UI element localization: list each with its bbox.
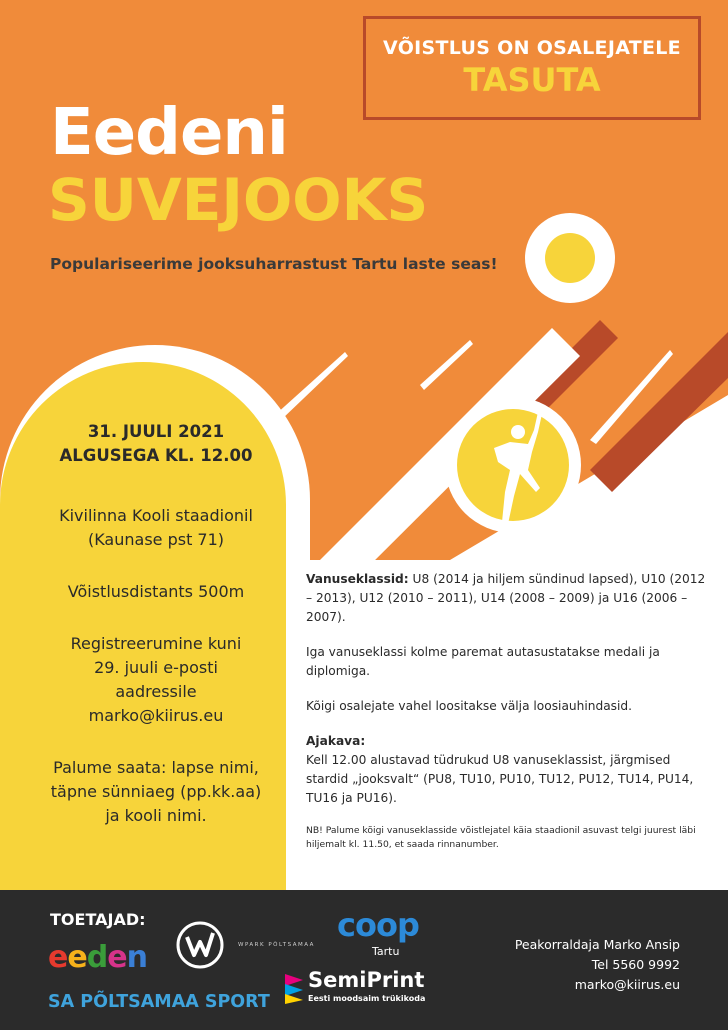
prize-line1: VÕISTLUS ON OSALEJATELE xyxy=(383,37,681,59)
eeden-letter: e xyxy=(48,940,68,975)
age-classes-label: Vanuseklassid: xyxy=(306,572,409,586)
event-distance: Võistlusdistants 500m xyxy=(67,582,245,601)
event-details xyxy=(306,570,711,868)
venue-line: (Kaunase pst 71) xyxy=(87,530,225,549)
age-classes xyxy=(306,570,711,627)
prize-line2: TASUTA xyxy=(463,61,601,99)
lottery-text: Kõigi osalejate vahel loositakse välja loosiauhindasid. xyxy=(306,699,633,713)
semiprint-icon xyxy=(283,972,305,1006)
registration-line: aadressile xyxy=(115,682,197,701)
organizer-email: marko@kiirus.eu xyxy=(574,977,680,992)
registration-email: marko@kiirus.eu xyxy=(88,706,224,725)
event-date: 31. JUULI 2021 xyxy=(87,422,225,441)
eeden-letter: e xyxy=(107,940,127,975)
organizer-name: Peakorraldaja Marko Ansip xyxy=(514,937,680,952)
eeden-logo xyxy=(48,940,147,975)
coop-sub: Tartu xyxy=(372,945,400,958)
wpark-w-icon xyxy=(175,920,225,970)
event-info xyxy=(30,420,282,828)
sa-sport-logo: SA PÕLTSAMAA SPORT xyxy=(48,992,270,1012)
request-line: ja kooli nimi. xyxy=(105,806,207,825)
event-venue xyxy=(30,504,282,552)
venue-line: Kivilinna Kooli staadionil xyxy=(59,506,253,525)
sponsors-label: TOETAJAD: xyxy=(50,910,146,929)
registration-line: Registreerumine kuni xyxy=(70,634,242,653)
title-eedeni: Eedeni xyxy=(50,96,288,170)
title-main: SUVEJOOKS xyxy=(48,166,429,234)
eeden-letter: n xyxy=(126,940,147,975)
request-line: Palume saata: lapse nimi, xyxy=(53,758,259,777)
event-registration xyxy=(30,632,282,728)
age-classes-text: U8 (2014 ja hiljem sündinud lapsed), U10 (2012 – 2013), U12 (2010 – 2011), U14 (2008 – 2009) ja U16 (2006 – 2007). xyxy=(306,572,706,624)
organizer-phone: Tel 5560 9992 xyxy=(591,957,680,972)
medals-text: Iga vanuseklassi kolme paremat autasustatakse medali ja diplomiga. xyxy=(306,645,660,678)
schedule xyxy=(306,732,711,808)
event-start-time: ALGUSEGA KL. 12.00 xyxy=(59,446,253,465)
schedule-text: Kell 12.00 alustavad tüdrukud U8 vanuseklassist, järgmised stardid „jooksvalt“ (PU8, TU10, PU10, TU12, PU12, TU14, PU14, TU16 ja PU16). xyxy=(306,753,694,805)
registration-line: 29. juuli e-posti xyxy=(94,658,218,677)
eeden-letter: d xyxy=(86,940,108,975)
semiprint-logo: SemiPrint xyxy=(308,968,425,992)
request-line: täpne sünniaeg (pp.kk.aa) xyxy=(50,782,262,801)
ring-inner xyxy=(545,233,595,283)
coop-logo: coop xyxy=(337,906,419,944)
footer xyxy=(0,890,728,1030)
event-request xyxy=(30,756,282,828)
eeden-letter: e xyxy=(67,940,87,975)
note-text: NB! Palume kõigi vanuseklasside võistlejatel käia staadionil asuvast telgi juurest läbi hiljemalt kl. 11.50, et saada rinnanumber. xyxy=(306,825,696,850)
schedule-label: Ajakava: xyxy=(306,734,366,748)
prize-box xyxy=(363,16,701,120)
semiprint-sub: Eesti moodsaim trükikoda xyxy=(308,994,426,1003)
tagline: Populariseerime jooksuharrastust Tartu laste seas! xyxy=(50,255,498,273)
contact-info xyxy=(515,935,680,995)
wpark-label: WPARK PÕLTSAMAA xyxy=(238,942,315,948)
